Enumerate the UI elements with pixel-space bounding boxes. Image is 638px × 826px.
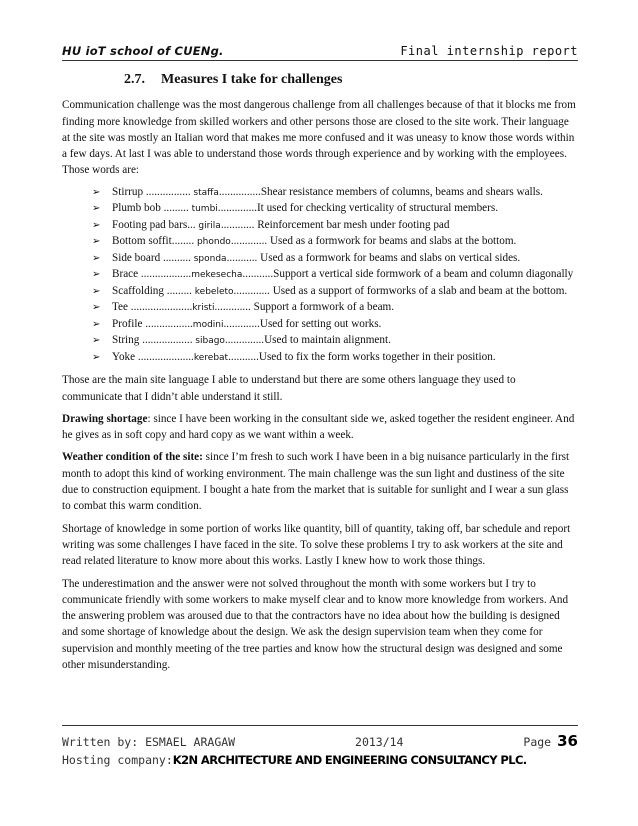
arrow-bullet-icon: ➢: [92, 351, 101, 363]
arrow-bullet-icon: ➢: [92, 236, 101, 248]
term-local-word: sponda: [193, 253, 227, 264]
term-description: ............. Support a formwork of a beam.: [214, 301, 395, 314]
knowledge-paragraph: Shortage of knowledge in some portion of works like quantity, bill of quantity, taking off, bar schedule and report writing was some challenges I have faced in the site. To solve these problems I try to ask workers at the site and read related literature to know more about this works. Lastly I knew how to work those things.: [62, 522, 571, 568]
term-local-word: sibago: [195, 336, 225, 347]
underestimation-paragraph: The underestimation and the answer were not solved throughout the month with some workers but I try to communicate friendly with some workers to make myself clear and to know more knowledge from workers. And the answering problem was aroused due to that the contractors have no idea about how the building is designed and some shortage of knowledge about the design. We ask the design supervision team when they come for supervision and monthly meeting of the tree parties and know how the structural design was designed and some other misunderstanding.: [62, 577, 569, 672]
term-name: String ..................: [112, 334, 196, 347]
term-local-word: tumbi: [191, 204, 218, 215]
term-description: ...........Used to fix the form works together in their position.: [228, 350, 496, 363]
term-item: [92, 185, 578, 202]
term-local-word: girila: [198, 220, 221, 231]
term-local-word: kebeleto: [194, 286, 234, 297]
term-description: ............. Used as a formwork for beams and slabs at the bottom.: [230, 235, 517, 248]
arrow-bullet-icon: ➢: [92, 318, 101, 330]
footer-rule: [62, 725, 578, 726]
drawing-label: Drawing shortage: [62, 412, 148, 425]
term-name: Side board ..........: [112, 251, 194, 264]
term-name: Plumb bob .........: [112, 202, 192, 215]
term-local-word: staffa: [193, 187, 219, 198]
footer-company: K2N ARCHITECTURE AND ENGINEERING CONSULTANCY PLC.: [172, 753, 527, 767]
footer-page-label: Page: [523, 735, 552, 749]
term-local-word: kristi: [192, 303, 215, 314]
term-description: ..............Used to maintain alignment.: [224, 334, 391, 347]
footer-page-number: 36: [557, 732, 578, 750]
term-item: [92, 201, 578, 218]
arrow-bullet-icon: ➢: [92, 269, 101, 281]
header-school: HU ioT school of CUENg.: [62, 44, 224, 58]
term-name: Stirrup ................: [112, 185, 194, 198]
term-description: ............ Reinforcement bar mesh under footing pad: [220, 218, 450, 231]
section-number: 2.7.: [124, 72, 145, 87]
term-name: Bottom soffit........: [112, 235, 197, 248]
drawing-text: : since I have been working in the consultant side we, asked together the resident engineer. And he gives as in soft copy and hard copy as we want within a week.: [62, 412, 575, 442]
term-item: [92, 267, 578, 284]
term-name: Tee ......................: [112, 301, 193, 314]
term-local-word: kerebat: [193, 352, 229, 363]
term-item: [92, 284, 578, 301]
term-local-word: phondo: [196, 237, 231, 248]
footer-hosting-label: Hosting company:: [62, 753, 173, 767]
section-title: Measures I take for challenges: [161, 72, 343, 87]
intro-paragraph: Communication challenge was the most dangerous challenge from all challenges because of that it blocks me from finding more knowledge from skilled workers and other persons those are closed to the site work. Their language at the site was mostly an Italian word that makes me more confused and it was uneasy to know those words within a few days. At last I was able to understand those words through experience and by working with the employees. Those words are:: [62, 99, 576, 177]
term-description: ............. Used as a support of formworks of a slab and beam at the bottom.: [233, 284, 568, 297]
terms-list: [62, 185, 578, 367]
drawing-paragraph: [62, 411, 578, 444]
after-terms-paragraph: Those are the main site language I able to understand but there are some others language they used to communicate that I didn’t able understand it still.: [62, 374, 516, 403]
term-item: [92, 251, 578, 268]
term-item: [92, 234, 578, 251]
weather-label: Weather condition of the site:: [62, 451, 203, 464]
header-report-title: Final internship report: [400, 44, 578, 58]
term-description: ...............Shear resistance members of columns, beams and shears walls.: [218, 185, 543, 198]
term-item: [92, 350, 578, 367]
footer-page: [523, 732, 578, 750]
arrow-bullet-icon: ➢: [92, 335, 101, 347]
page-footer: [62, 732, 578, 767]
arrow-bullet-icon: ➢: [92, 203, 101, 215]
term-local-word: modini: [192, 319, 224, 330]
page-body: [62, 72, 578, 679]
term-description: ..............It used for checking verticality of structural members.: [217, 202, 499, 215]
weather-paragraph: [62, 449, 578, 514]
term-item: [92, 333, 578, 350]
arrow-bullet-icon: ➢: [92, 252, 101, 264]
term-item: [92, 317, 578, 334]
arrow-bullet-icon: ➢: [92, 219, 101, 231]
page-header: [62, 38, 578, 58]
term-name: Profile .................: [112, 317, 193, 330]
arrow-bullet-icon: ➢: [92, 302, 101, 314]
term-description: .............Used for setting out works.: [223, 317, 382, 330]
footer-year: 2013/14: [355, 735, 404, 749]
term-item: [92, 300, 578, 317]
arrow-bullet-icon: ➢: [92, 186, 101, 198]
header-rule: [62, 60, 578, 61]
term-name: Brace ..................: [112, 268, 192, 281]
term-item: [92, 218, 578, 235]
term-name: Scaffolding .........: [112, 284, 195, 297]
term-name: Yoke ....................: [112, 350, 194, 363]
term-name: Footing pad bars...: [112, 218, 199, 231]
weather-text: since I’m fresh to such work I have been in a big nuisance particularly in the first month to adopt this kind of working environment. The main challenge was the sun light and dustiness of the site due to construction equipment. I bought a hate from the market that is suitable for sunlight and I wear a sun glass to combat this warm condition.: [62, 451, 570, 513]
footer-author: Written by: ESMAEL ARAGAW: [62, 735, 236, 749]
term-description: ...........Support a vertical side formwork of a beam and column diagonally: [242, 268, 574, 281]
term-description: ........... Used as a formwork for beams and slabs on vertical sides.: [226, 251, 521, 264]
term-local-word: mekesecha: [191, 270, 243, 281]
section-heading: [124, 72, 578, 88]
arrow-bullet-icon: ➢: [92, 285, 101, 297]
